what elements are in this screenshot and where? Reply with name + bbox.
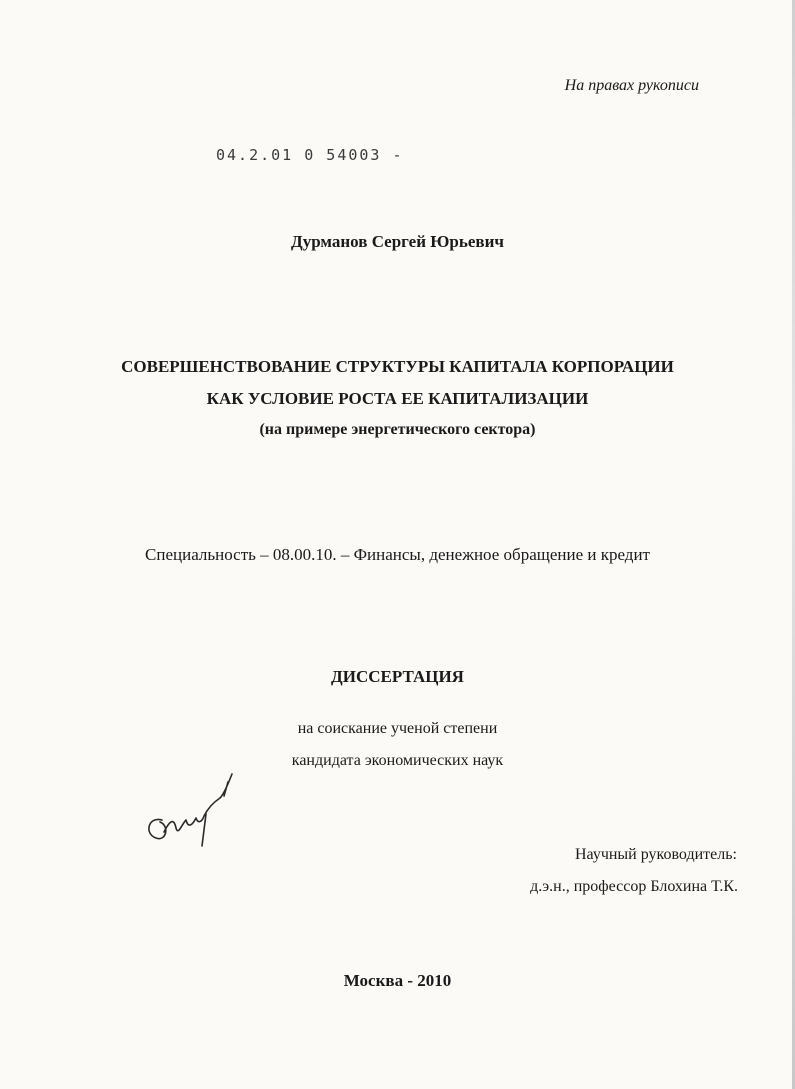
handwritten-signature	[140, 762, 240, 852]
author-name: Дурманов Сергей Юрьевич	[291, 232, 504, 251]
dissertation-subtitle: (на примере энергетического сектора)	[259, 421, 536, 438]
city-year: Москва - 2010	[343, 971, 452, 990]
document-type: ДИССЕРТАЦИЯ	[331, 667, 464, 686]
rights-notice: На правах рукописи	[564, 77, 699, 94]
supervisor-name: д.э.н., профессор Блохина Т.К.	[530, 878, 738, 895]
degree-line-2: кандидата экономических наук	[291, 752, 504, 769]
inventory-stamp-number: 04.2.01 0 54003 -	[216, 146, 404, 164]
degree-line-1: на соискание ученой степени	[297, 720, 498, 737]
dissertation-title-line-2: КАК УСЛОВИЕ РОСТА ЕЕ КАПИТАЛИЗАЦИИ	[206, 389, 589, 408]
dissertation-title-line-1: СОВЕРШЕНСТВОВАНИЕ СТРУКТУРЫ КАПИТАЛА КОРПОРАЦИИ	[121, 357, 674, 376]
specialty-line: Специальность – 08.00.10. – Финансы, денежное обращение и кредит	[145, 545, 650, 564]
supervisor-label: Научный руководитель:	[574, 846, 737, 863]
